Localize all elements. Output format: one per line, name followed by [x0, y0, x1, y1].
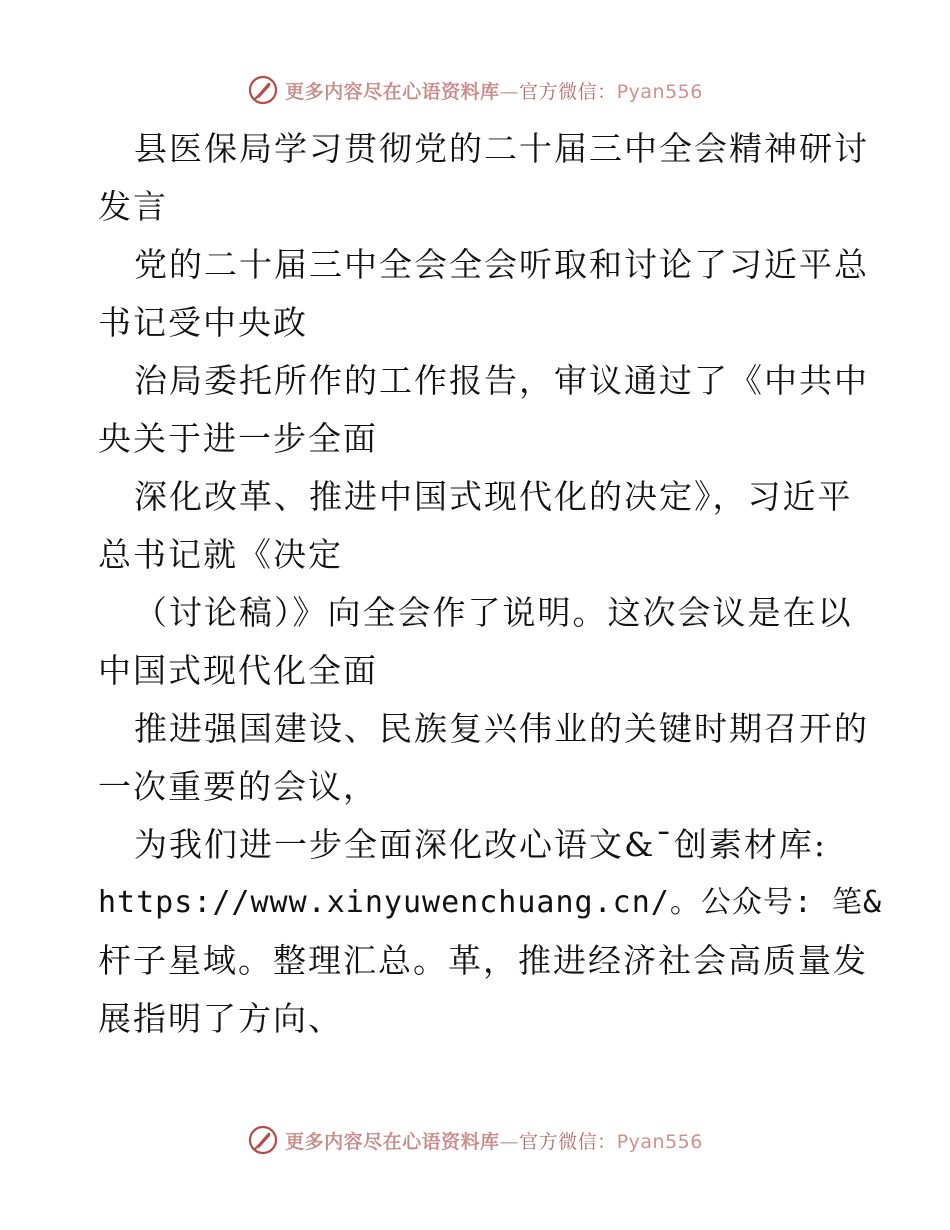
paragraph-line: 展指明了方向、	[98, 999, 343, 1038]
header-watermark	[0, 70, 950, 110]
footer-watermark	[0, 1120, 950, 1160]
quill-logo-icon	[247, 74, 279, 106]
watermark-text	[285, 1127, 703, 1154]
paragraph-line: 杆子星域。整理汇总。革，推进经济社会高质量发	[98, 941, 868, 980]
watermark-label: 官方微信：	[519, 80, 617, 103]
paragraph-line: 为我们进一步全面深化改心语文&¯创素材库:	[134, 825, 827, 864]
title-line-2: 发言	[98, 187, 168, 226]
paragraph-line: 央关于进一步全面	[98, 419, 378, 458]
paragraph-line: 一次重要的会议，	[98, 767, 378, 806]
watermark-site: 更多内容尽在心语资料库	[285, 1130, 500, 1153]
paragraph-line: 书记受中央政	[98, 303, 308, 342]
watermark-wechat-id: Pyan556	[616, 80, 703, 103]
paragraph-line: 中国式现代化全面	[98, 651, 378, 690]
paragraph-line: 总书记就《决定	[98, 535, 343, 574]
watermark-label: 官方微信：	[519, 1130, 617, 1153]
paragraph-line: 深化改革、推进中国式现代化的决定》，习近平	[134, 477, 853, 516]
paragraph-line: （讨论稿）》向全会作了说明。这次会议是在以	[134, 593, 853, 632]
paragraph-line: 推进强国建设、民族复兴伟业的关键时期召开的	[134, 709, 869, 748]
watermark-text	[285, 77, 703, 104]
paragraph-line: 党的二十届三中全会全会听取和讨论了习近平总	[134, 245, 869, 284]
watermark-wechat-id: Pyan556	[616, 1130, 703, 1153]
document-body	[98, 120, 883, 1048]
watermark-separator: —	[499, 80, 520, 103]
watermark-site: 更多内容尽在心语资料库	[285, 80, 500, 103]
watermark-separator: —	[499, 1130, 520, 1153]
url-line: https://www.xinyuwenchuang.cn/。公众号: 笔&	[98, 885, 883, 920]
quill-logo-icon	[247, 1124, 279, 1156]
paragraph-line: 治局委托所作的工作报告，审议通过了《中共中	[134, 361, 869, 400]
title-line-1: 县医保局学习贯彻党的二十届三中全会精神研讨	[134, 129, 869, 168]
